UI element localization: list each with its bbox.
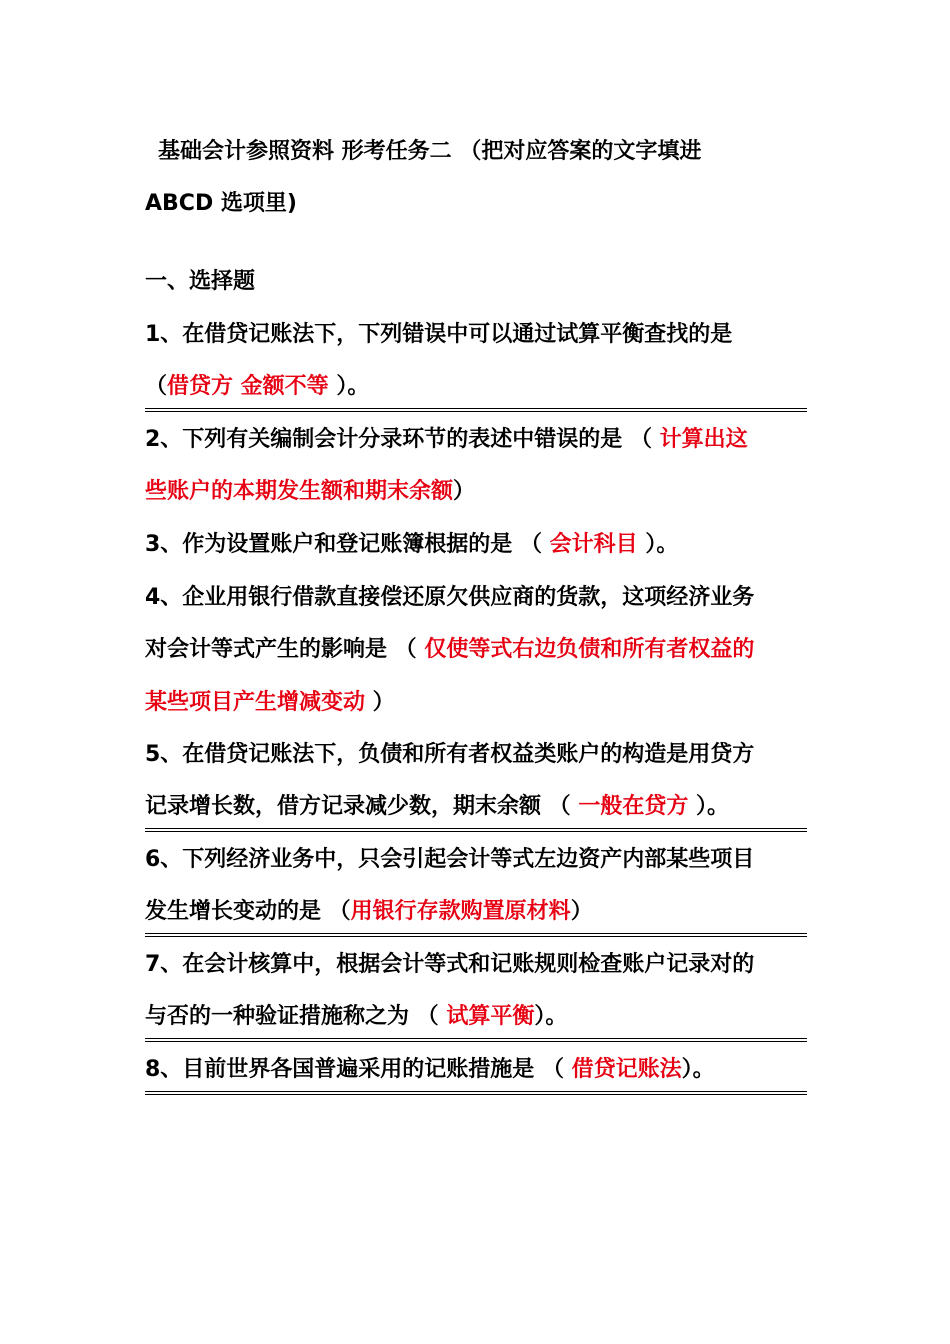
question-4-line-1: 4、企业用银行借款直接偿还原欠供应商的货款，这项经济业务 [145, 585, 755, 610]
question-3: 3、作为设置账户和登记账簿根据的是 （ 会计科目 ）。 [145, 532, 679, 557]
divider [145, 933, 807, 937]
answer-2-part-2: 些账户的本期发生额和期末余额 [145, 479, 454, 504]
question-7-line-1: 7、在会计核算中，根据会计等式和记账规则检查账户记录对的 [145, 952, 755, 977]
answer-3: 会计科目 [549, 532, 638, 557]
question-5-line-2: 记录增长数，借方记录减少数，期末余额 （ 一般在贷方 ）。 [145, 794, 730, 819]
question-2-line-1: 2、下列有关编制会计分录环节的表述中错误的是 （ 计算出这 [145, 427, 748, 452]
section-heading: 一、选择题 [145, 269, 256, 294]
question-1-line-1: 1、在借贷记账法下，下列错误中可以通过试算平衡查找的是 [145, 322, 733, 347]
divider [145, 1038, 807, 1042]
divider [145, 408, 807, 412]
question-5-line-1: 5、在借贷记账法下，负债和所有者权益类账户的构造是用贷方 [145, 742, 755, 767]
answer-7: 试算平衡 [446, 1004, 535, 1029]
page-title-line-1: 基础会计参照资料 形考任务二 （把对应答案的文字填进 [158, 139, 702, 164]
answer-4-part-2: 某些项目产生增减变动 [145, 690, 366, 715]
question-1-line-2: （借贷方 金额不等 ）。 [145, 374, 370, 399]
question-7-line-2: 与否的一种验证措施称之为 （ 试算平衡）。 [145, 1004, 568, 1029]
divider [145, 828, 807, 832]
answer-2-part-1: 计算出这 [659, 427, 748, 452]
answer-5: 一般在贷方 [578, 794, 689, 819]
divider [145, 1091, 807, 1095]
answer-1: 借贷方 金额不等 [167, 374, 329, 399]
question-4-line-2: 对会计等式产生的影响是 （ 仅使等式右边负债和所有者权益的 [145, 637, 755, 662]
answer-6: 用银行存款购置原材料 [350, 899, 571, 924]
answer-4-part-1: 仅使等式右边负债和所有者权益的 [424, 637, 755, 662]
question-2-line-2: 些账户的本期发生额和期末余额） [145, 479, 476, 504]
answer-8: 借贷记账法 [571, 1057, 682, 1082]
page-title-line-2: ABCD 选项里) [145, 191, 297, 216]
question-4-line-3: 某些项目产生增减变动 ） [145, 690, 395, 715]
question-6-line-2: 发生增长变动的是 （用银行存款购置原材料） [145, 899, 593, 924]
question-8: 8、目前世界各国普遍采用的记账措施是 （ 借贷记账法）。 [145, 1057, 715, 1082]
question-6-line-1: 6、下列经济业务中，只会引起会计等式左边资产内部某些项目 [145, 847, 755, 872]
